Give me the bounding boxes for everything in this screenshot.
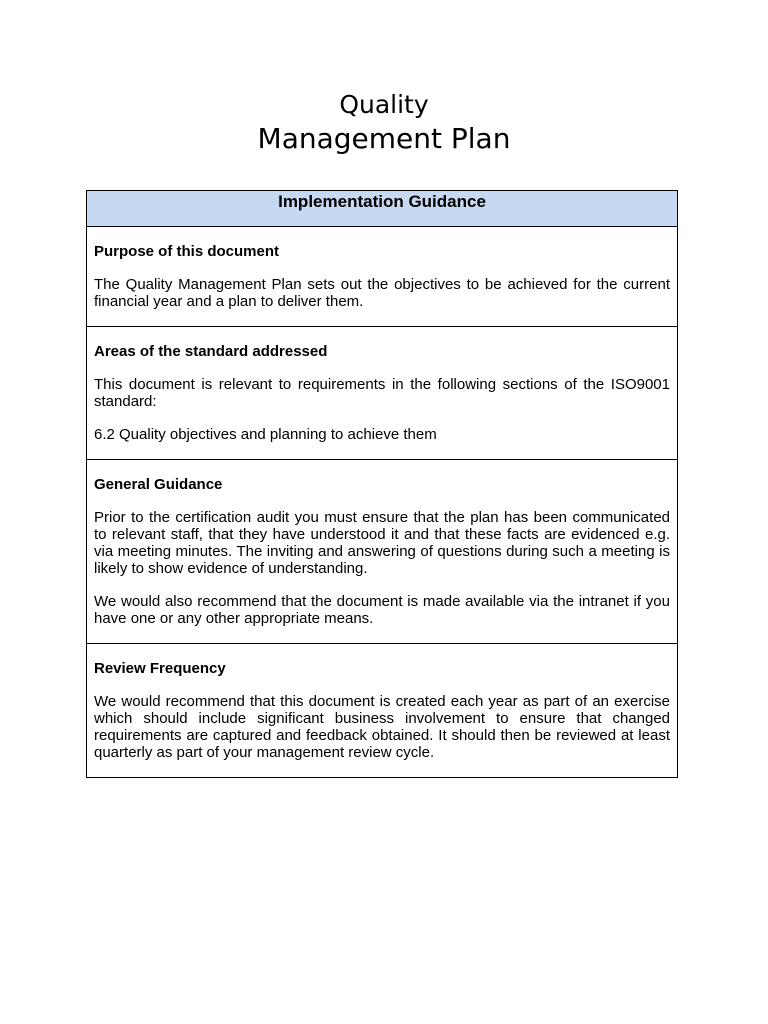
section-paragraph: This document is relevant to requirements in the following sections of the ISO9001 standard: [94,376,670,410]
section-paragraph: Prior to the certification audit you must ensure that the plan has been communicated to relevant staff, that they have understood it and that these facts are evidenced e.g. via meeting minutes. The inviting and answering of questions during such a meeting is likely to show evidence of understanding. [94,509,670,577]
table-header: Implementation Guidance [87,191,677,227]
section-areas-addressed [87,327,677,460]
section-review-frequency [87,644,677,777]
section-heading: General Guidance [94,476,223,493]
page-title [0,88,768,156]
title-line-quality: Quality [339,90,429,119]
title-line-management-plan: Management Plan [257,122,511,155]
section-purpose [87,227,677,327]
section-paragraph: We would recommend that this document is created each year as part of an exercise which should include significant business involvement to ensure that changed requirements are captured and feedback obtained. It should then be reviewed at least quarterly as part of your management review cycle. [94,693,670,761]
section-paragraph: 6.2 Quality objectives and planning to achieve them [94,426,437,443]
section-heading: Purpose of this document [94,243,280,260]
section-heading: Areas of the standard addressed [94,343,328,360]
section-paragraph: We would also recommend that the document is made available via the intranet if you have one or any other appropriate means. [94,593,670,627]
implementation-guidance-table [86,190,678,778]
section-heading: Review Frequency [94,660,226,677]
section-paragraph: The Quality Management Plan sets out the objectives to be achieved for the current financial year and a plan to deliver them. [94,276,670,310]
section-general-guidance [87,460,677,644]
